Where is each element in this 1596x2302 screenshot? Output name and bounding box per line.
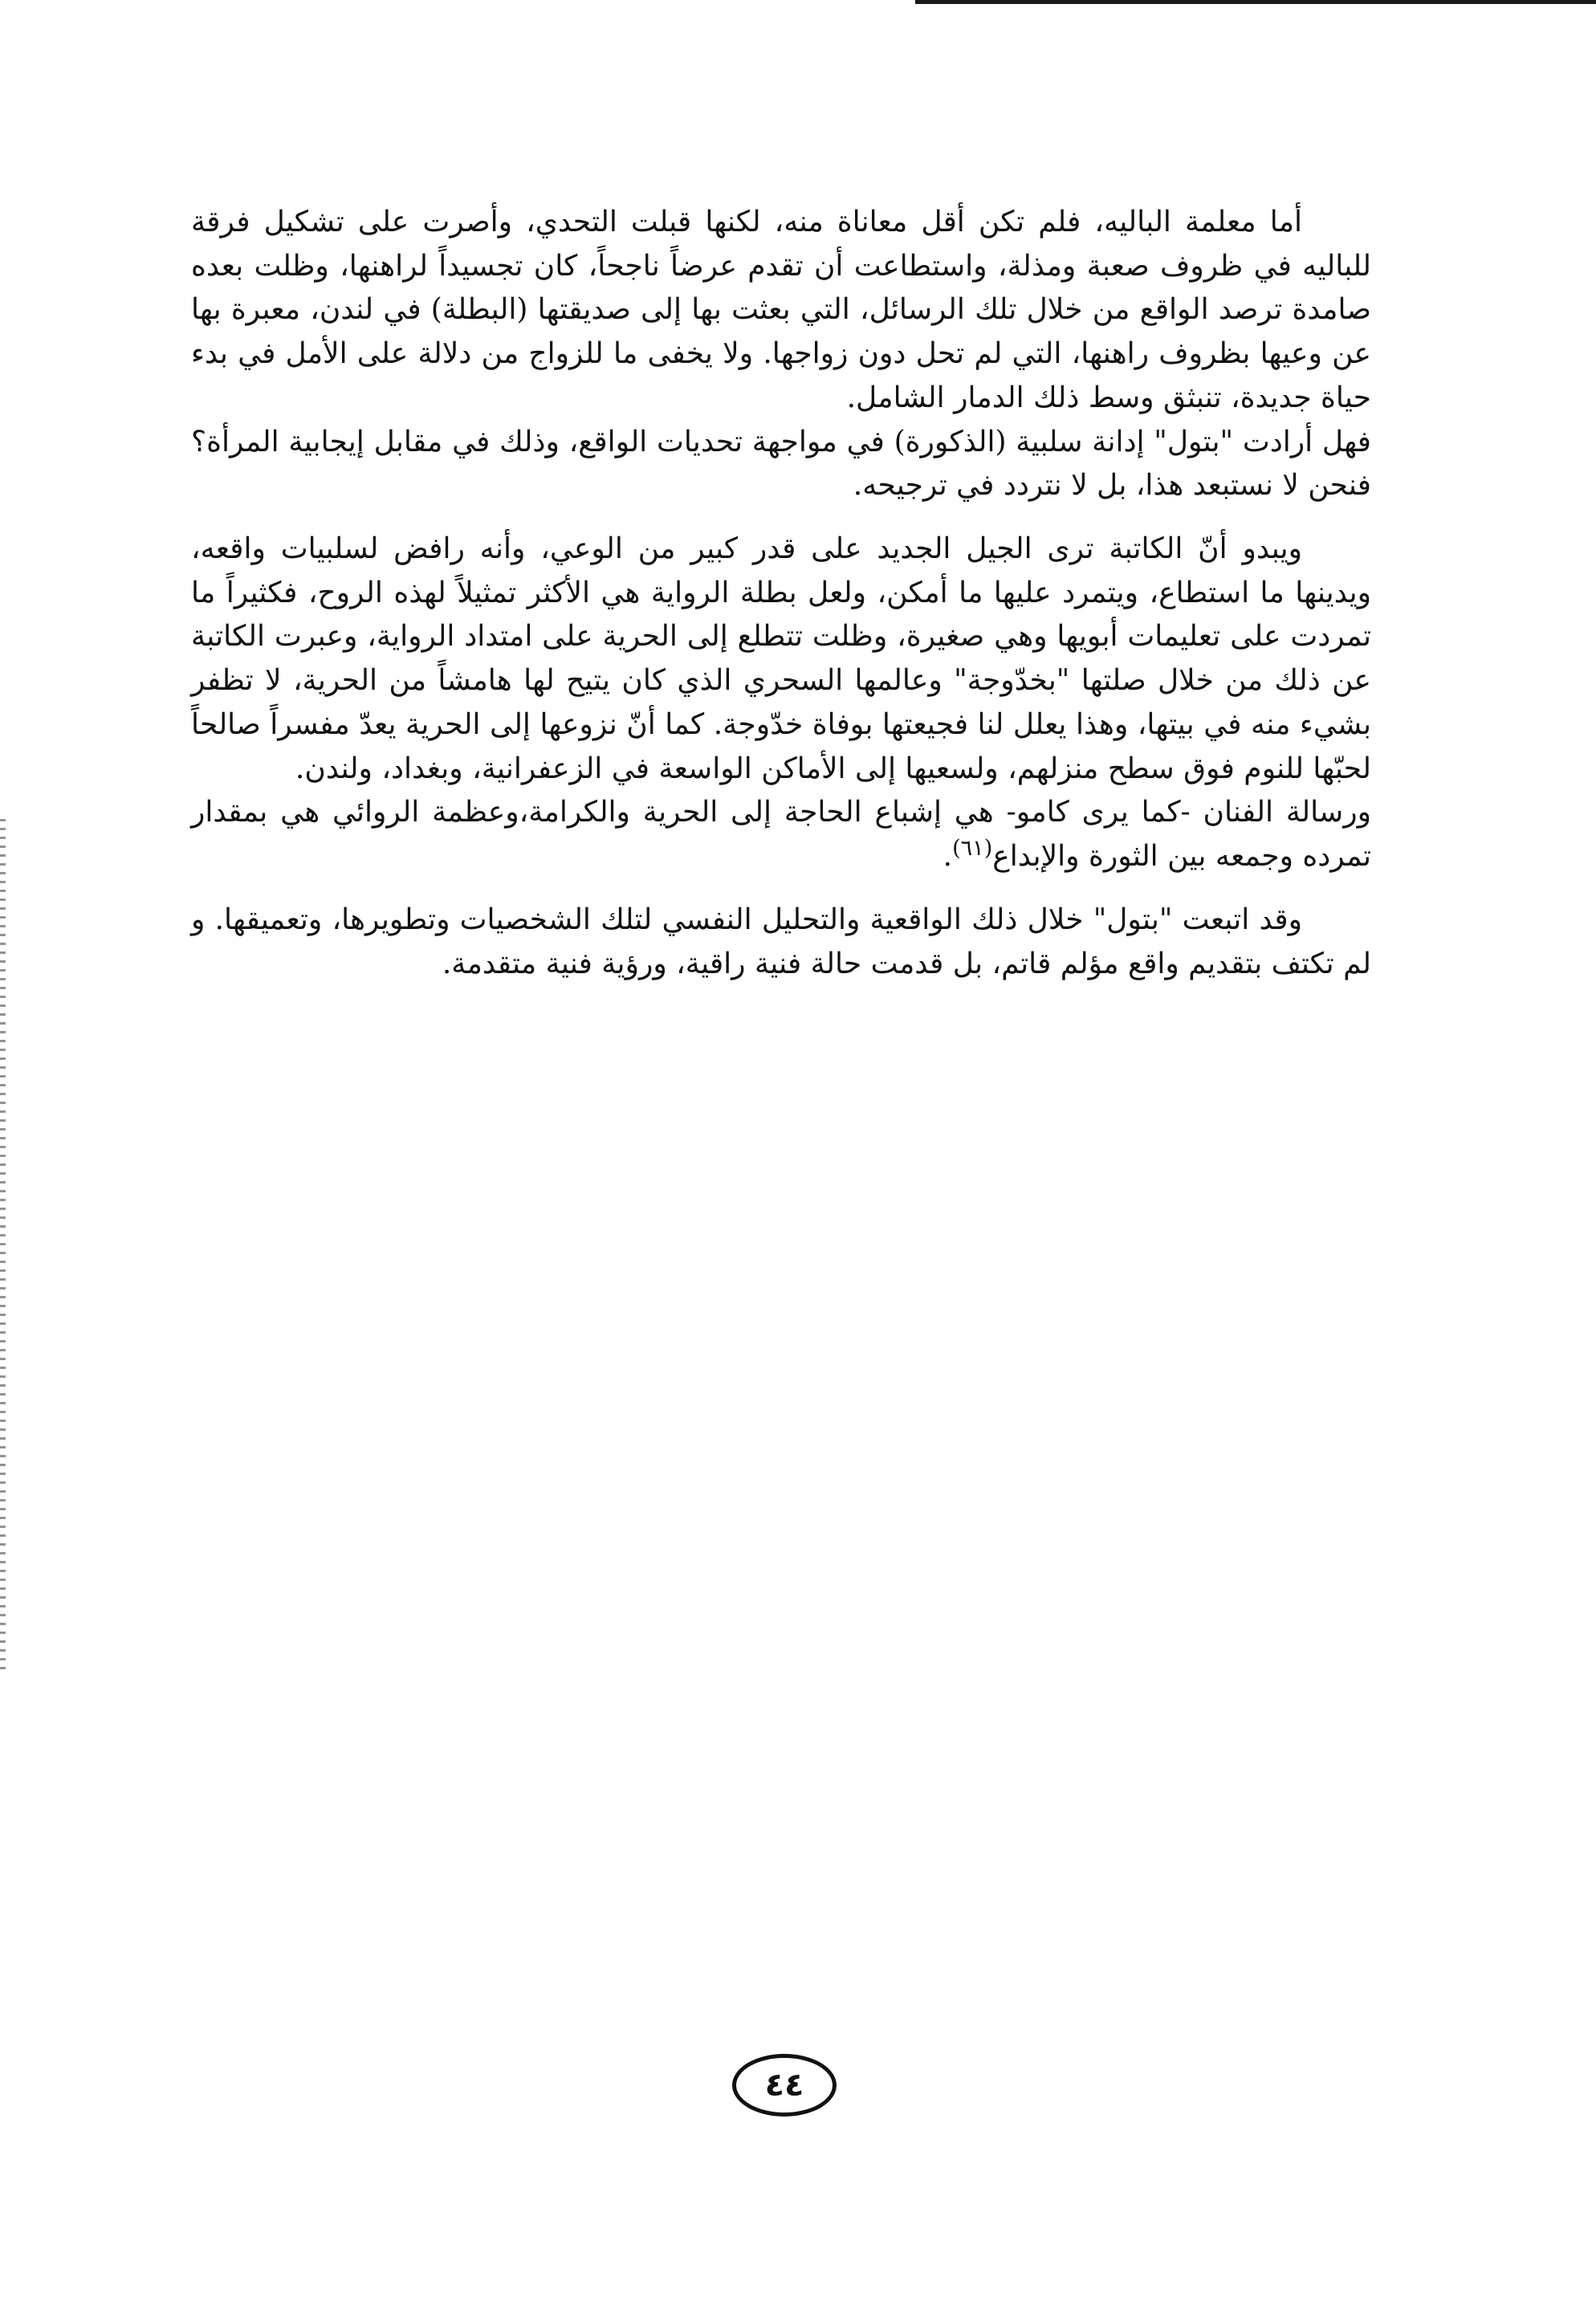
paragraph-2-end: . [943,840,953,874]
footnote-reference: (٦١) [952,836,993,862]
paragraph-3: وقد اتبعت "بتول" خلال ذلك الواقعية والتحليل النفسي لتلك الشخصيات وتطويرها، وتعميقها. و لم تكتف بتقديم واقع مؤلم قاتم، بل قدمت حالة فنية راقية، ورؤية فنية متقدمة. [191,902,1371,980]
paragraph-1: أما معلمة الباليه، فلم تكن أقل معاناة منه، لكنها قبلت التحدي، وأصرت على تشكيل فرقة للباليه في ظروف صعبة ومذلة، واستطاعت أن تقدم عرضاً ناجحاً، كان تجسيداً لراهنها، وظلت بعده صامدة ترصد الواقع من خلال تلك الرسائل، التي بعثت بها إلى صديقتها (البطلة) في لندن، معبرة بها عن وعيها بظروف راهنها، التي لم تحل دون زواجها. ولا يخفى ما للزواج من دلالة على الأمل في بدء حياة جديدة، تنبثق وسط ذلك الدمار الشامل. فهل أرادت "بتول" إدانة سلبية (الذكورة) في مواجهة تحديات الواقع، وذلك في مقابل إيجابية المرأة؟ فنحن لا نستبعد هذا، بل لا نتردد في ترجيحه. [191,206,1371,503]
page-body [191,201,1371,1005]
top-edge-rule [915,0,1596,4]
scan-edge-marks [0,819,6,1670]
paragraph-2-text: ويبدو أنّ الكاتبة ترى الجيل الجديد على قدر كبير من الوعي، وأنه رافض لسلبيات واقعه، ويدينها ما استطاع، ويتمرد عليها ما أمكن، ولعل بطلة الرواية هي الأكثر تمثيلاً لهذه الروح، فكثيراً ما تمردت على تعليمات أبويها وهي صغيرة، وظلت تتطلع إلى الحرية على امتداد الرواية، وعبرت الكاتبة عن ذلك من خلال صلتها "بخدّوجة" وعالمها السحري الذي كان يتيح لها هامشاً من الحرية، لا تظفر بشيء منه في بيتها، وهذا يعلل لنا فجيعتها بوفاة خدّوجة. كما أنّ نزوعها إلى الحرية يعدّ مفسراً صالحاً لحبّها للنوم فوق سطح منزلهم، ولسعيها إلى الأماكن الواسعة في الزعفرانية، وبغداد، ولندن. ورسالة الفنان -كما يرى كامو- هي إشباع الحاجة إلى الحرية والكرامة،وعظمة الروائي هي بمقدار تمرده وجمعه بين الثورة والإبداع [191,532,1371,874]
page-number: ٤٤ [732,2054,837,2117]
paragraph-2 [191,528,1371,879]
